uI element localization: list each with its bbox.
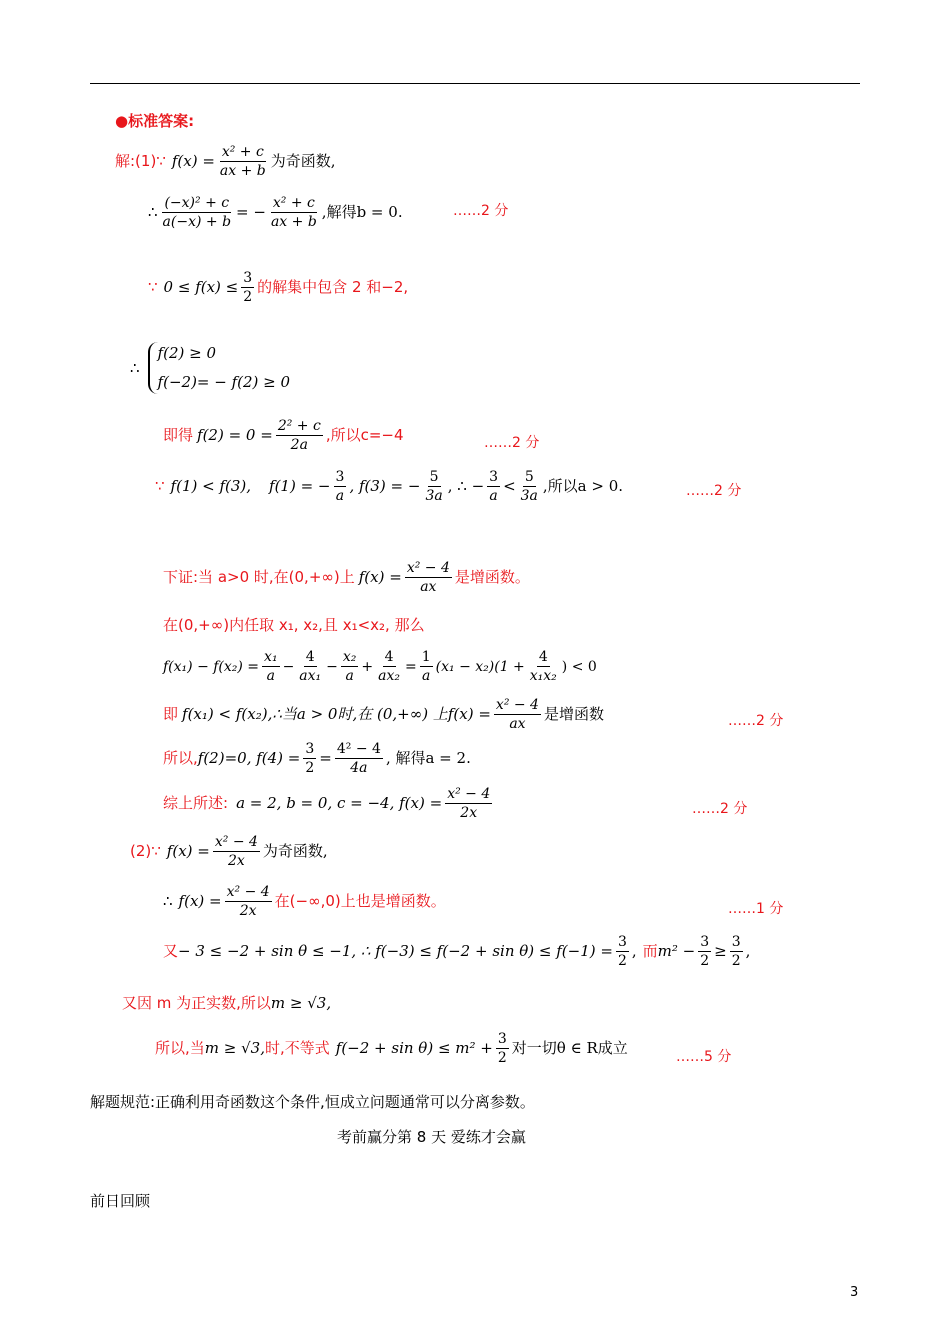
part2-l2-suffix: 在(−∞,0)上也是增函数。 — [274, 892, 446, 910]
part2-l1-suffix: 为奇函数, — [262, 842, 328, 860]
part1-line7 — [163, 561, 530, 594]
part2-l2-f: f(x) = — [178, 892, 222, 910]
part2-line2 — [163, 885, 446, 918]
part1-l9-frac2: $\frac{4}{\text{ax₁}}$ — [299, 649, 322, 684]
part1-l9-a: f(x₁) − f(x₂) = — [163, 658, 260, 675]
part2-l3-frac1: $\frac{3}{2}$ — [617, 934, 627, 969]
part2-line3 — [163, 935, 750, 968]
part1-l2-frac1: $\frac{\text{(−x)² + c}}{a(-x) + b}$ — [162, 195, 232, 230]
part2-l3-expr2: m² − — [657, 942, 696, 960]
header-rule — [90, 83, 860, 84]
part1-l9-eq: = — [405, 658, 417, 675]
part1-l10-frac: $\frac{\text{x² − 4}}{ax}$ — [495, 697, 539, 732]
part1-l11-frac1: $\frac{3}{2}$ — [305, 741, 315, 776]
part1-l3-expr: 0 ≤ f(x) ≤ — [163, 278, 239, 296]
part1-l6-b: f(1) = − — [269, 477, 331, 495]
part1-l6-a: f(1) < f(3), — [170, 477, 252, 495]
part1-system — [130, 342, 290, 394]
part1-l5-frac: $\frac{\text{2² + c}}{2a}$ — [277, 418, 321, 453]
part2-l5-b: 时,不等式 — [264, 1039, 330, 1057]
system-row-1: f(2) ≥ 0 — [157, 344, 216, 362]
part1-l11-eq: = — [319, 749, 332, 767]
part2-l1-prefix: (2)∵ — [130, 842, 161, 860]
part1-l3-prefix: ∵ — [148, 278, 158, 296]
answer-heading-text: ●标准答案: — [115, 112, 195, 130]
part1-l5-expr: f(2) = 0 = — [197, 426, 273, 444]
part1-l7-frac: $\frac{\text{x² − 4}}{ax}$ — [406, 560, 450, 595]
part1-l12-frac: $\frac{\text{x² − 4}}{2x}$ — [447, 786, 491, 821]
part1-l11-frac2: $\frac{\text{4² − 4}}{4a}$ — [336, 741, 381, 776]
part1-l10-prefix: 即 — [163, 705, 179, 723]
part1-l1-suffix: 为奇函数, — [270, 152, 336, 170]
part2-l3-frac3: $\frac{3}{2}$ — [731, 934, 741, 969]
part1-line9 — [163, 650, 597, 683]
part1-l9-end: ) < 0 — [561, 658, 597, 675]
part2-line4 — [122, 996, 331, 1011]
part1-l3-frac: $\frac{3}{2}$ — [243, 270, 253, 305]
part1-l10-expr: f(x₁) < f(x₂),∴当a > 0时,在 (0,+∞) 上f(x) = — [182, 705, 491, 723]
part1-line6 — [155, 470, 623, 503]
part1-l10-suffix: 是增函数 — [543, 705, 604, 723]
part1-l11-prefix: 所以, — [163, 749, 198, 767]
part1-line8 — [163, 618, 425, 633]
score-2: ……2 分 — [484, 435, 540, 451]
part2-l5-prefix: 所以,当 — [155, 1039, 205, 1057]
part1-l11-expr: f(2)=0, f(4) = — [197, 749, 301, 767]
part1-l9-plus: + — [361, 658, 374, 675]
answer-heading — [115, 114, 194, 129]
part2-l3-ge: ≥ — [714, 942, 727, 960]
part1-l3-suffix: 的解集中包含 2 和−2, — [257, 278, 409, 296]
part1-l6-frac2: $\frac{5}{3a}$ — [425, 469, 443, 504]
part1-l11-suffix: , 解得a = 2. — [385, 749, 471, 767]
part2-l5-d: 对一切θ ∈ R成立 — [511, 1039, 628, 1057]
part1-l2-prefix: ∴ — [148, 203, 158, 221]
score-5: ……2 分 — [692, 801, 748, 817]
part1-sys-prefix: ∴ — [130, 358, 140, 377]
part1-l6-prefix: ∵ — [155, 477, 165, 495]
part1-l9-frac3: $\frac{\text{x₂}}{a}$ — [342, 649, 357, 684]
part1-l6-suffix: ,所以a > 0. — [542, 477, 624, 495]
score-3: ……2 分 — [686, 483, 742, 499]
part1-l9-frac1: $\frac{\text{x₁}}{a}$ — [264, 649, 278, 684]
part1-line3 — [148, 271, 408, 304]
part1-l6-c: , f(3) = − — [349, 477, 421, 495]
part1-l9-frac6: $\frac{4}{\text{x₁x₂}}$ — [529, 649, 557, 684]
part2-l3-frac2: $\frac{3}{2}$ — [700, 934, 710, 969]
part1-l7-f: f(x) = — [358, 568, 402, 586]
part1-l6-d: , ∴ − — [447, 477, 485, 495]
part1-l12-prefix: 综上所述: — [163, 794, 229, 812]
part1-l5-suffix: ,所以c=−4 — [325, 426, 404, 444]
part1-l5-prefix: 即得 — [163, 426, 194, 444]
part1-l6-e: < — [503, 477, 516, 495]
part1-l2-frac2: $\frac{\text{x² + c}}{ax + b}$ — [270, 195, 317, 230]
part1-l7-prefix: 下证:当 a>0 时,在(0,+∞)上 — [163, 568, 355, 586]
part2-l3-expr: − 3 ≤ −2 + sin θ ≤ −1, ∴ f(−3) ≤ f(−2 + sin θ) ≤ f(−1) = — [178, 942, 613, 960]
score-4: ……2 分 — [728, 713, 784, 729]
part2-l1-f: f(x) = — [166, 842, 210, 860]
solution-tip: 解题规范:正确利用奇函数这个条件,恒成立问题通常可以分离参数。 — [90, 1093, 535, 1111]
part1-line2 — [148, 196, 403, 229]
system-row-2: f(−2)= − f(2) ≥ 0 — [157, 373, 291, 391]
part1-l9-frac4: $\frac{4}{\text{ax₂}}$ — [378, 649, 400, 684]
system-brace — [148, 342, 291, 394]
part2-l3-end: , — [745, 942, 751, 960]
page-number: 3 — [850, 1285, 859, 1300]
review-heading: 前日回顾 — [90, 1192, 151, 1210]
part1-l2-suffix: ,解得b = 0. — [321, 203, 403, 221]
part1-line11 — [163, 742, 471, 775]
part2-l2-prefix: ∴ — [163, 892, 173, 910]
part1-l9-mid: (x₁ − x₂)(1 + — [435, 658, 525, 675]
score-1: ……2 分 — [453, 203, 509, 219]
part1-l9-frac5: $\frac{1}{a}$ — [421, 649, 431, 684]
part1-l6-frac1: $\frac{3}{a}$ — [335, 469, 345, 504]
part2-l4-expr: m ≥ √3, — [270, 994, 332, 1012]
part2-l5-a: m ≥ √3, — [204, 1039, 265, 1057]
part1-l6-frac4: $\frac{5}{3a}$ — [520, 469, 538, 504]
part2-l3-mid: , — [631, 942, 637, 960]
part2-line1 — [130, 835, 328, 868]
part2-l5-frac: $\frac{3}{2}$ — [497, 1031, 507, 1066]
score-6: ……1 分 — [728, 901, 784, 917]
part1-l2-eq: = − — [236, 203, 266, 221]
score-7: ……5 分 — [676, 1049, 732, 1065]
part2-l3-mid-red: 而 — [642, 942, 658, 960]
part1-l7-suffix: 是增函数。 — [454, 568, 530, 586]
part1-line5 — [163, 419, 404, 452]
part1-l1-prefix: 解:(1)∵ — [115, 152, 166, 170]
part1-l9-minus1: − — [282, 658, 295, 675]
part1-l1-frac: $\frac{\text{x² + c}}{ax + b}$ — [219, 144, 266, 179]
part2-line5 — [155, 1032, 628, 1065]
part1-l9-minus2: − — [326, 658, 338, 675]
part2-l4-prefix: 又因 m 为正实数,所以 — [122, 994, 271, 1012]
part2-l2-frac: $\frac{\text{x² − 4}}{2x}$ — [226, 884, 270, 919]
part1-line1 — [115, 145, 336, 178]
section-title: 考前赢分第 8 天 爱练才会赢 — [337, 1128, 526, 1146]
part1-l12-expr: a = 2, b = 0, c = −4, f(x) = — [236, 794, 443, 812]
part2-l3-prefix: 又 — [163, 942, 179, 960]
part1-line10 — [163, 698, 604, 731]
part2-l5-c: f(−2 + sin θ) ≤ m² + — [335, 1039, 493, 1057]
part1-l8-text: 在(0,+∞)内任取 x₁, x₂,且 x₁<x₂, 那么 — [163, 616, 425, 634]
part1-l6-frac3: $\frac{3}{a}$ — [489, 469, 499, 504]
part1-line12 — [163, 787, 495, 820]
part2-l1-frac: $\frac{\text{x² − 4}}{2x}$ — [214, 834, 258, 869]
part1-l1-f: f(x) = — [171, 152, 215, 170]
